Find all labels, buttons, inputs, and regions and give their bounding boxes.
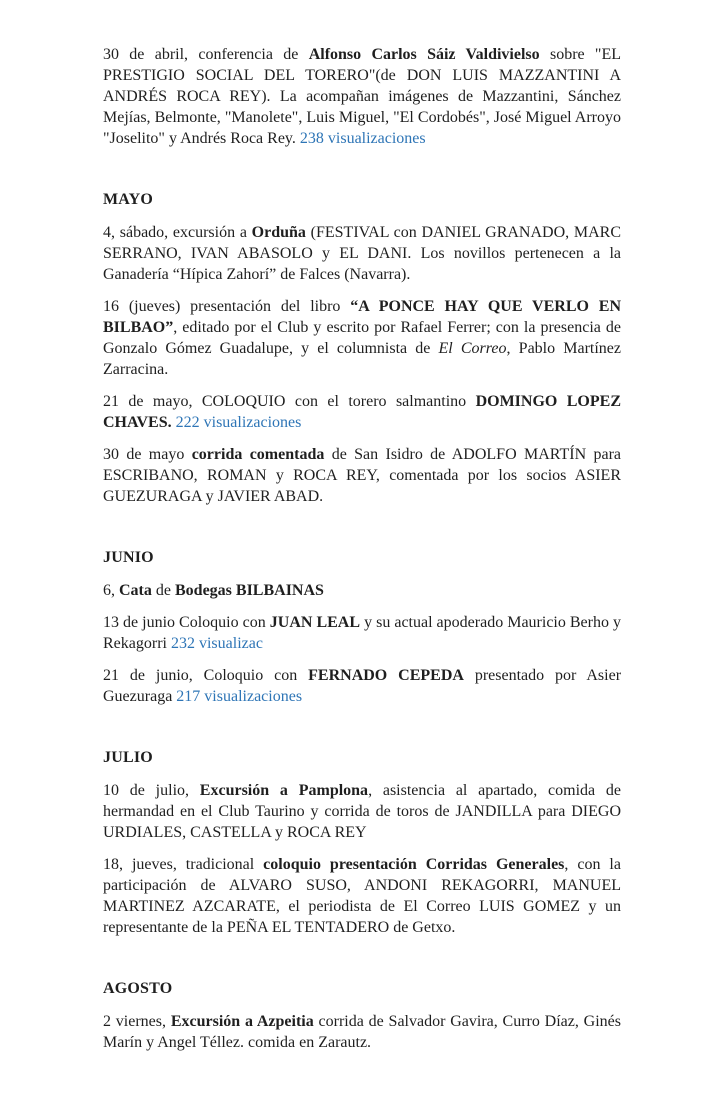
text-run: 6, [103,582,119,599]
text-run: 30 de mayo [103,446,192,463]
text-run: 30 de abril, conferencia de [103,46,309,63]
text-run: , asistencia al apartado, comida de hermandad en el Club Taurino y corrida de toros de JANDILLA para DIEGO URDIALES, CASTELLA y ROCA REY [103,782,622,841]
paragraph [103,444,621,507]
text-run: Excursión a Pamplona [199,782,369,799]
text-run: Bodegas BILBAINAS [175,582,324,599]
text-run: , editado por el Club y escrito por Rafael Ferrer; con la presencia de Gonzalo Gómez Guadalupe, y el columnista de [103,319,621,357]
paragraph [103,296,621,380]
month-section-agosto [103,978,621,1053]
text-run: El Correo [438,340,507,357]
text-run: 21 de junio, Coloquio con [103,667,309,684]
text-run: Excursión a Azpeitia [170,1013,314,1030]
text-run: coloquio presentación Corridas Generales [263,856,565,873]
views-link[interactable]: 217 visualizaciones [176,688,303,705]
month-heading: JUNIO [103,549,154,566]
month-heading: JULIO [103,749,153,766]
text-run: “A PONCE HAY QUE VERLO EN BILBAO” [103,298,621,336]
text-run: , con la participación de ALVARO SUSO, ANDONI REKAGORRI, MANUEL MARTINEZ AZCARATE, el periodista de El Correo LUIS GOMEZ y un representante de la PEÑA EL TENTADERO de Getxo. [103,856,621,936]
month-section-julio [103,747,621,938]
text-run: corrida de Salvador Gavira, Curro Díaz, Ginés Marín y Angel Téllez. comida en Zarautz. [103,1013,622,1051]
intro-section [103,44,621,149]
text-run: corrida comentada [191,446,325,463]
text-run: 13 de junio Coloquio con [103,614,270,631]
text-run: JUAN LEAL [269,614,361,631]
paragraph [103,580,621,601]
views-link[interactable]: 222 visualizaciones [175,414,302,431]
text-run: FERNADO CEPEDA [308,667,464,684]
text-run: Cata [119,582,152,599]
text-run: 2 viernes, [103,1013,171,1030]
month-heading: MAYO [103,191,153,208]
text-run: , Pablo Martínez Zarracina. [103,340,621,378]
text-run: 16 (jueves) presentación del libro [103,298,351,315]
views-link[interactable]: 238 visualizaciones [299,130,426,147]
views-link[interactable]: 232 visualizac [170,635,263,652]
text-run: (FESTIVAL con DANIEL GRANADO, MARC SERRANO, IVAN ABASOLO y EL DANI. Los novillos pertenecen a la Ganadería “Hípica Zahorí” de Falces (Navarra). [103,224,621,283]
month-heading: AGOSTO [103,980,173,997]
paragraph [103,1011,621,1053]
paragraph [103,391,621,433]
paragraph [103,612,621,654]
text-run: sobre "EL PRESTIGIO SOCIAL DEL TORERO"(de DON LUIS MAZZANTINI A ANDRÉS ROCA REY). La acompañan imágenes de Mazzantini, Sánchez Mejías, Belmonte, "Manolete", Luis Miguel, "El Cordobés", José Miguel Arroyo "Joselito" y Andrés Roca Rey. [103,46,622,147]
text-run: 18, jueves, tradicional [103,856,264,873]
text-run: 4, sábado, excursión a [103,224,252,241]
paragraph [103,665,621,707]
text-run: 21 de mayo, COLOQUIO con el torero salmantino [103,393,476,410]
text-run: de [151,582,175,599]
paragraph [103,780,621,843]
document-content [103,44,621,1053]
text-run: y su actual apoderado Mauricio Berho y Rekagorri [103,614,622,652]
paragraph [103,854,621,938]
text-run: presentado por Asier Guezuraga [103,667,622,705]
paragraph [103,222,621,285]
month-section-mayo [103,189,621,507]
text-run: Alfonso Carlos Sáiz Valdivielso [308,46,540,63]
paragraph [103,44,621,149]
text-run: Orduña [251,224,306,241]
text-run: de San Isidro de ADOLFO MARTÍN para ESCRIBANO, ROMAN y ROCA REY, comentada por los socios ASIER GUEZURAGA y JAVIER ABAD. [103,446,622,505]
text-run: DOMINGO LOPEZ CHAVES. [103,393,621,431]
text-run: 10 de julio, [103,782,200,799]
month-section-junio [103,547,621,707]
